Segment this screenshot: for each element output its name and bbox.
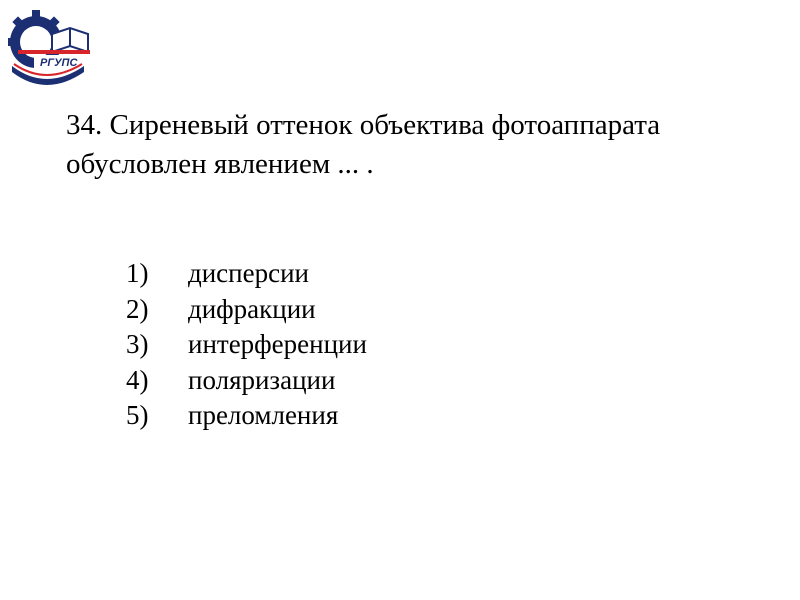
option-number: 2) [126, 293, 149, 324]
answer-option [126, 292, 367, 328]
option-text: поляризации [188, 364, 336, 395]
book-icon [52, 28, 88, 52]
answer-option [126, 327, 367, 363]
option-text: дифракции [188, 293, 316, 324]
option-number: 4) [126, 364, 149, 395]
option-text: дисперсии [188, 258, 309, 288]
option-text: преломления [188, 400, 339, 430]
question-text: 34. Сиреневый оттенок объектива фотоаппарата обусловлен явлением ... . [66, 109, 661, 180]
option-text: интерференции [188, 329, 367, 359]
option-number: 1) [126, 258, 149, 288]
university-logo-icon [0, 0, 92, 92]
answer-option [126, 363, 367, 399]
answer-option [126, 398, 367, 434]
answer-option [126, 256, 367, 292]
option-number: 5) [126, 400, 149, 430]
logo-text: РГУПС [40, 57, 78, 69]
answer-options-list [126, 256, 367, 434]
rail-stripe [18, 50, 90, 54]
logo-emblem [0, 0, 92, 92]
option-number: 3) [126, 329, 149, 359]
